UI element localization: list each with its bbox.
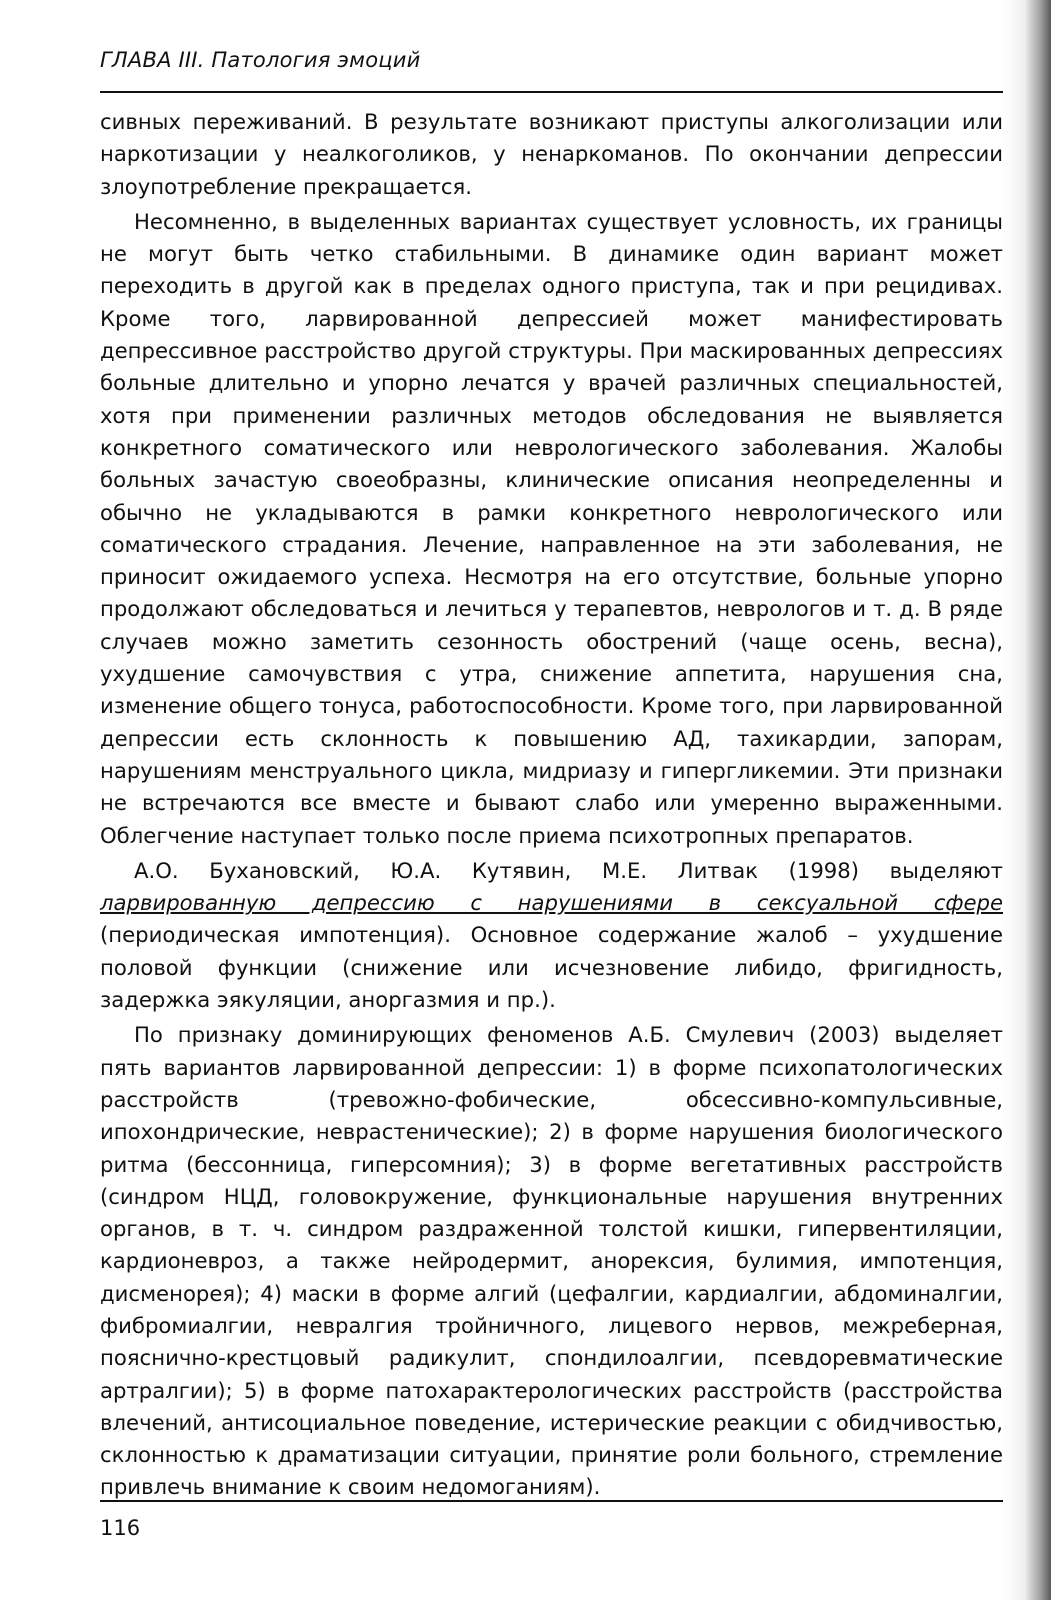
header-divider <box>100 91 1003 93</box>
paragraph-continuation: сивных переживаний. В результате возникают приступы алкоголизации или наркотизации у неалкоголиков, у ненаркоманов. По окончании депрессии злоупотребление прекращается. <box>100 109 1003 199</box>
emphasized-term: ларвированную депрессию с нарушениями в сексуальной сфере <box>100 890 1003 916</box>
page-number: 116 <box>100 1516 141 1540</box>
footer-divider <box>100 1500 1003 1502</box>
body-text <box>100 106 1003 1504</box>
paragraph-sexual-sphere <box>100 855 1003 1016</box>
paragraph-five-variants: По признаку доминирующих феноменов А.Б. Смулевич (2003) выделяет пять вариантов ларвированной депрессии: 1) в форме психопатологических расстройств (тревожно-фобические, обсессивно-компульсивные, ипохондрические, неврастенические); 2) в форме нарушения биологического ритма (бессонница, гиперсомния); 3) в форме вегетативных расстройств (синдром НЦД, головокружение, функциональные нарушения внутренних органов, в т. ч. синдром раздраженной толстой кишки, гипервентиляции, кардионевроз, а также нейродермит, анорексия, булимия, импотенция, дисменорея); 4) маски в форме алгий (цефалгии, кардиалгии, абдоминалгии, фибромиалгии, невралгия тройничного, лицевого нервов, межреберная, пояснично-крестцовый радикулит, спондилоалгии, псевдоревматические артралгии); 5) в форме патохарактерологических расстройств (расстройства влечений, антисоциальное поведение, истерические реакции с обидчивостью, склонностью к драматизации ситуации, принятие роли больного, стремление привлечь внимание к своим недомоганиям). <box>100 1022 1003 1500</box>
page-edge-shadow <box>1003 0 1051 1600</box>
paragraph-masked-depression: Несомненно, в выделенных вариантах существует условность, их границы не могут быть четко стабильными. В динамике один вариант может переходить в другой как в пределах одного приступа, так и при рецидивах. Кроме того, ларвированной депрессией может манифестировать депрессивное расстройство другой структуры. При маскированных депрессиях больные длительно и упорно лечатся у врачей различных специальностей, хотя при применении различных методов обследования не выявляется конкретного соматического или неврологического заболевания. Жалобы больных зачастую своеобразны, клинические описания неопределенны и обычно не укладываются в рамки конкретного неврологического или соматического страдания. Лечение, направленное на эти заболевания, не приносит ожидаемого успеха. Несмотря на его отсутствие, больные упорно продолжают обследоваться и лечиться у терапевтов, неврологов и т. д. В ряде случаев можно заметить сезонность обострений (чаще осень, весна), ухудшение самочувствия с утра, снижение аппетита, нарушения сна, изменение общего тонуса, работоспособности. Кроме того, при ларвированной депрессии есть склонность к повышению АД, тахикардии, запорам, нарушениям менструального цикла, мидриазу и гипергликемии. Эти признаки не встречаются все вместе и бывают слабо или умеренно выраженными. Облегчение наступает только после приема психотропных препаратов. <box>100 208 1003 848</box>
paragraph-sexual-sphere-rest: (периодическая импотенция). Основное содержание жалоб – ухудшение половой функции (снижение или исчезновение либидо, фригидность, задержка эякуляции, аноргазмия и пр.). <box>100 922 1003 1013</box>
running-header: ГЛАВА III. Патология эмоций <box>100 48 421 72</box>
paragraph-sexual-sphere-lead: А.О. Бухановский, Ю.А. Кутявин, М.Е. Литвак (1998) выделяют <box>134 857 1003 883</box>
